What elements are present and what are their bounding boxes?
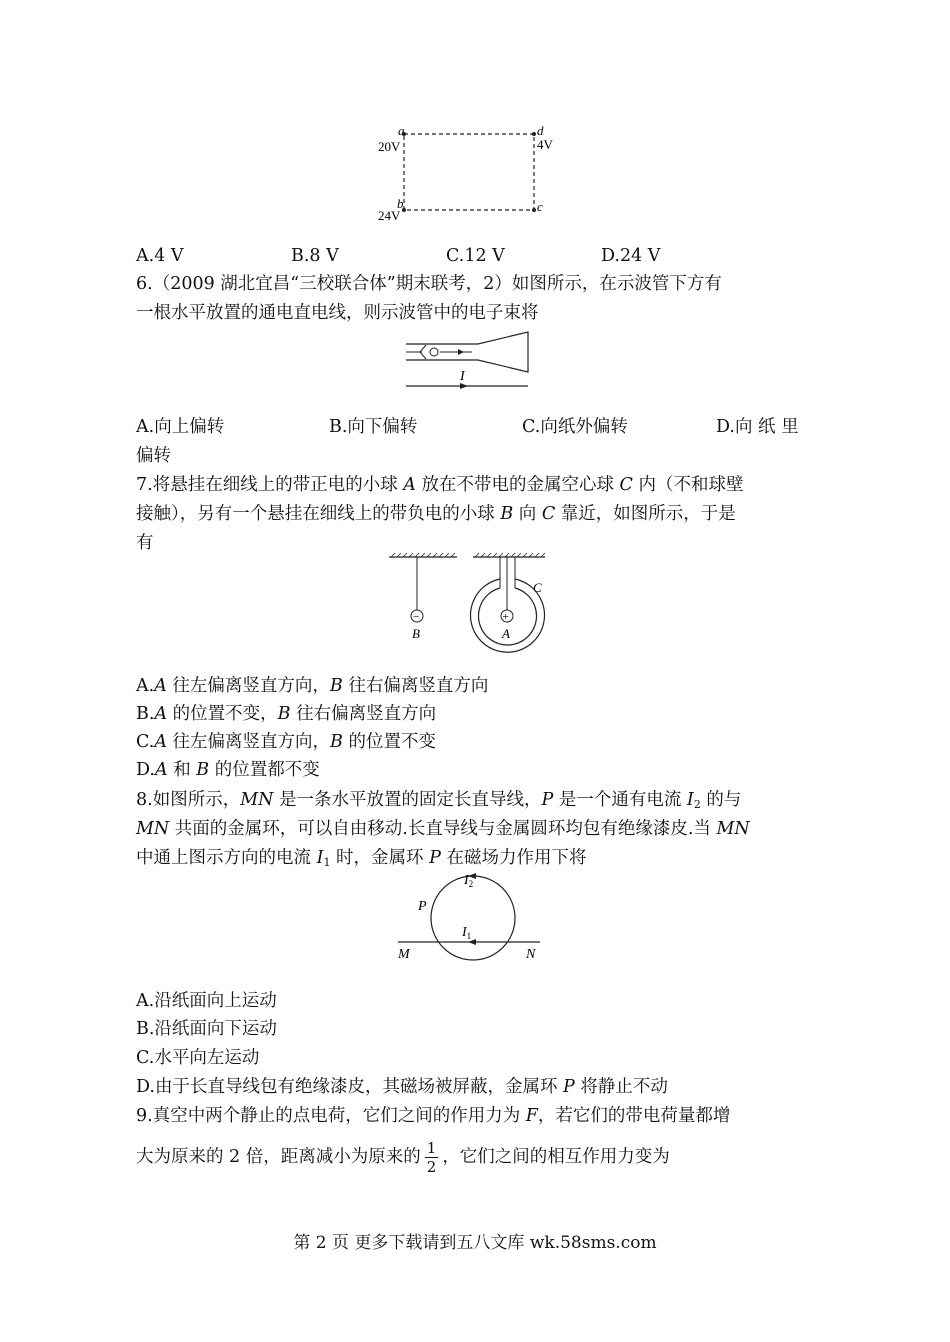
q8-option-a: A.沿纸面向上运动 (136, 991, 277, 1011)
fraction-one-half: $\frac{1}{2}$ (426, 1139, 437, 1176)
current-label-i1: $I_1$ (462, 925, 472, 941)
sphere-label-c: C (533, 580, 542, 595)
wire-label-m: M (398, 947, 410, 962)
plus-sign: + (502, 611, 509, 623)
q7-option-b: B.A 的位置不变，B 往右偏离竖直方向 (136, 704, 437, 724)
q8-option-b: B.沿纸面向下运动 (136, 1019, 277, 1039)
label-d: d (537, 123, 544, 138)
ring-label-p: P (418, 899, 427, 914)
ball-label-b: B (412, 626, 420, 641)
q5-option-d: D.24 V (601, 246, 661, 266)
figure-q5-rectangle (370, 120, 570, 230)
q7-line-3: 有 (136, 533, 154, 553)
q6-option-c: C.向纸外偏转 (522, 417, 628, 437)
current-label-i: I (460, 369, 465, 384)
q7-line-2: 接触），另有一个悬挂在细线上的带负电的小球 B 向 C 靠近，如图所示，于是 (136, 504, 736, 524)
ball-label-a: A (502, 626, 510, 641)
q6-line-2: 一根水平放置的通电直电线，则示波管中的电子束将 (136, 303, 539, 323)
label-a: a (398, 123, 405, 138)
label-b: b (397, 196, 404, 211)
q8-line-2: MN 共面的金属环，可以自由移动.长直导线与金属圆环均包有绝缘漆皮.当 MN (136, 819, 750, 839)
q6-line-1: 6.（2009 湖北宜昌“三校联合体”期末联考，2）如图所示，在示波管下方有 (136, 274, 722, 294)
figure-q7-spheres (385, 552, 560, 657)
q8-line-1: 8.如图所示，MN 是一条水平放置的固定长直导线，P 是一个通有电流 $I_2$ 的与 (136, 790, 742, 811)
label-20v: 20V (378, 139, 401, 154)
q9-line-1: 9.真空中两个静止的点电荷，它们之间的作用力为 F，若它们的带电荷量都增 (136, 1106, 731, 1126)
current-label-i2: $I_2$ (464, 873, 474, 889)
figure-q6-oscilloscope (400, 330, 540, 394)
wire-label-n: N (526, 947, 536, 962)
q8-option-c: C.水平向左运动 (136, 1048, 260, 1068)
q6-option-d: D.向 纸 里 (716, 417, 799, 437)
q7-line-1: 7.将悬挂在细线上的带正电的小球 A 放在不带电的金属空心球 C 内（不和球壁 (136, 475, 744, 495)
q7-option-a: A.A 往左偏离竖直方向，B 往右偏离竖直方向 (136, 676, 489, 696)
q7-option-d: D.A 和 B 的位置都不变 (136, 760, 320, 780)
q7-option-c: C.A 往左偏离竖直方向，B 的位置不变 (136, 732, 436, 752)
label-24v: 24V (378, 208, 401, 223)
label-c: c (537, 199, 543, 214)
q5-option-c: C.12 V (446, 246, 505, 266)
label-4v: 4V (537, 137, 553, 152)
q5-option-b: B.8 V (291, 246, 339, 266)
q9-line-2: 大为原来的 2 倍，距离减小为原来的 $\frac{1}{2}$ ，它们之间的相互作用力变为 (136, 1139, 670, 1176)
q6-option-a: A.向上偏转 (136, 417, 225, 437)
minus-sign: − (413, 611, 420, 623)
q6-option-b: B.向下偏转 (329, 417, 418, 437)
q8-line-3: 中通上图示方向的电流 $I_1$ 时，金属环 P 在磁场力作用下将 (136, 848, 587, 869)
q6-option-d-cont: 偏转 (136, 446, 171, 466)
q5-option-a: A.4 V (136, 246, 184, 266)
page-footer: 第 2 页 更多下载请到五八文库 wk.58sms.com (293, 1233, 657, 1253)
q8-option-d: D.由于长直导线包有绝缘漆皮，其磁场被屏蔽，金属环 P 将静止不动 (136, 1077, 668, 1097)
figure-q8-ring-wire (390, 868, 550, 968)
